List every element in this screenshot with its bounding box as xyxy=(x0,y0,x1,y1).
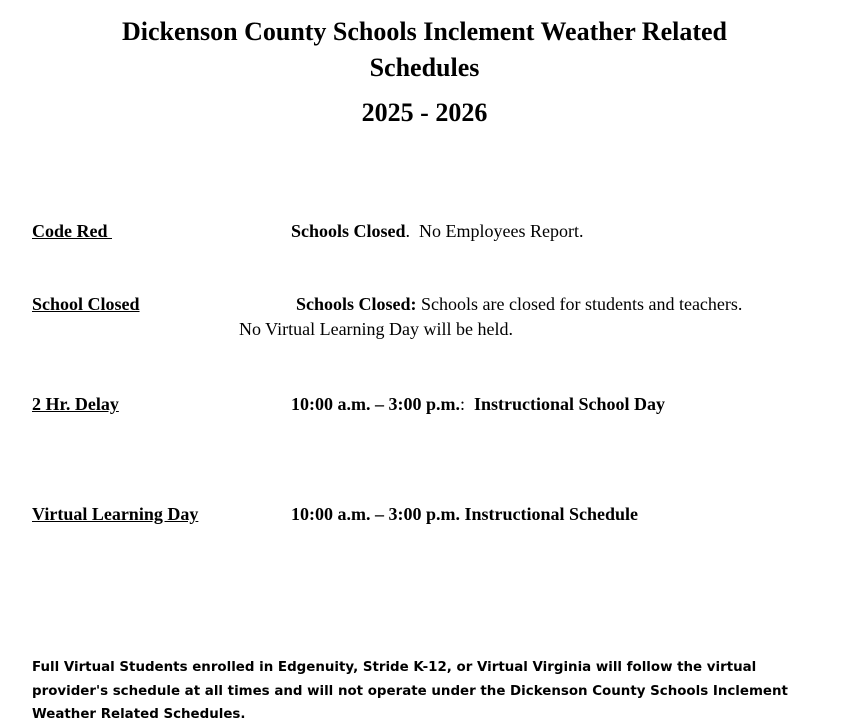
schedule-desc-virtual-learning-day-bold: 10:00 a.m. – 3:00 p.m. Instructional Schedule xyxy=(291,504,639,524)
schedule-label-code-red: Code Red xyxy=(32,221,112,241)
schedule-desc-school-closed xyxy=(296,294,742,315)
schedule-desc-school-closed-bold: Schools Closed: xyxy=(296,294,417,314)
page-title-line-2: Schedules xyxy=(369,53,480,82)
schedule-desc-code-red-bold: Schools Closed xyxy=(291,221,406,241)
footer-note: Full Virtual Students enrolled in Edgenuity, Stride K-12, or Virtual Virginia will follow the virtual provider's schedule at all times and will not operate under the Dickenson County Schools Inclement Weather Related Schedules. xyxy=(32,660,788,722)
page-title xyxy=(0,14,849,86)
schedule-desc-code-red xyxy=(291,221,584,242)
schedule-desc-2hr-delay-type: Instructional School Day xyxy=(474,394,666,414)
schedule-label-virtual-learning-day: Virtual Learning Day xyxy=(32,504,199,524)
school-year: 2025 - 2026 xyxy=(361,98,488,127)
schedule-desc-code-red-text: . No Employees Report. xyxy=(405,221,584,241)
schedule-desc-virtual-learning-day xyxy=(291,504,638,525)
schedule-label-school-closed: School Closed xyxy=(32,294,140,314)
schedule-label-2hr-delay: 2 Hr. Delay xyxy=(32,394,119,414)
page-title-line-1: Dickenson County Schools Inclement Weather Related xyxy=(122,17,727,46)
schedule-desc-2hr-delay xyxy=(291,394,665,415)
schedule-desc-school-closed-line-2: No Virtual Learning Day will be held. xyxy=(239,319,514,339)
schedule-desc-2hr-delay-time: 10:00 a.m. – 3:00 p.m. xyxy=(291,394,460,414)
schedule-desc-school-closed-text: Schools are closed for students and teachers. xyxy=(416,294,743,314)
schedule-desc-2hr-delay-sep: : xyxy=(460,394,475,414)
